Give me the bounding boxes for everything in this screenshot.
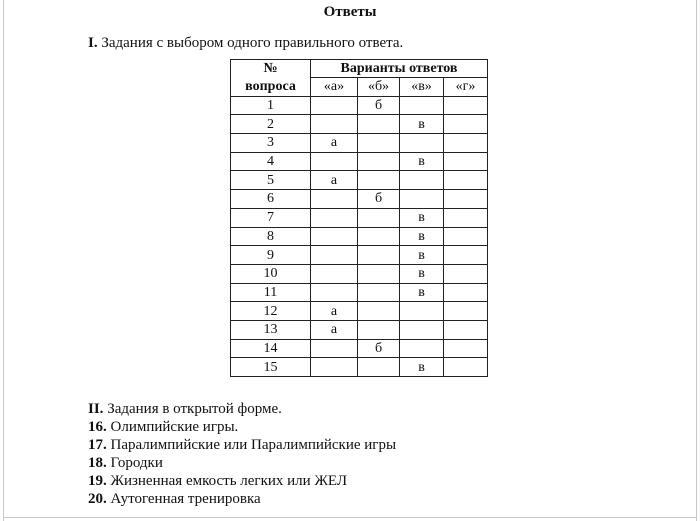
section-2 (88, 400, 396, 508)
answer-b-cell (358, 264, 400, 283)
answer-a-cell (311, 358, 358, 377)
open-answer-item (88, 436, 396, 454)
answer-c-cell (400, 302, 444, 321)
table-row (231, 339, 488, 358)
answer-a-cell (311, 152, 358, 171)
answer-a-cell (311, 190, 358, 209)
answer-d-cell (444, 96, 488, 115)
answer-b-cell (358, 302, 400, 321)
answer-c-cell: в (400, 246, 444, 265)
table-row (231, 190, 488, 209)
answer-b-cell (358, 115, 400, 134)
answer-b-cell (358, 208, 400, 227)
answer-c-cell (400, 339, 444, 358)
table-row (231, 358, 488, 377)
answer-d-cell (444, 227, 488, 246)
open-answers-list (88, 418, 396, 508)
open-answer-item (88, 490, 396, 508)
question-number-cell: 5 (231, 171, 311, 190)
answer-b-cell (358, 152, 400, 171)
answer-c-cell (400, 190, 444, 209)
page-title: Ответы (323, 4, 377, 20)
answer-b-cell (358, 283, 400, 302)
answer-d-cell (444, 134, 488, 153)
open-answer-number: 17. (88, 437, 107, 453)
answer-d-cell (444, 264, 488, 283)
answer-c-cell: в (400, 208, 444, 227)
open-answer-item (88, 418, 396, 436)
open-answer-text: Жизненная емкость легких или ЖЕЛ (110, 473, 348, 489)
answer-b-cell: б (358, 190, 400, 209)
section-2-heading (88, 400, 396, 418)
open-answer-text: Городки (110, 455, 163, 471)
answer-c-cell (400, 96, 444, 115)
open-answer-item (88, 472, 396, 490)
answer-b-cell: б (358, 96, 400, 115)
answer-a-cell: а (311, 171, 358, 190)
table-row (231, 115, 488, 134)
section-1-number: I. (88, 35, 98, 51)
question-number-cell: 4 (231, 152, 311, 171)
question-number-header-bottom: вопроса (231, 78, 311, 97)
answer-a-cell (311, 208, 358, 227)
answer-c-cell: в (400, 358, 444, 377)
option-c-header: «в» (400, 78, 444, 97)
question-number-cell: 14 (231, 339, 311, 358)
question-number-cell: 2 (231, 115, 311, 134)
section-2-text: Задания в открытой форме. (107, 401, 282, 417)
question-number-cell: 10 (231, 264, 311, 283)
question-number-cell: 7 (231, 208, 311, 227)
answer-d-cell (444, 190, 488, 209)
answer-d-cell (444, 302, 488, 321)
table-row (231, 302, 488, 321)
open-answer-number: 19. (88, 473, 107, 489)
answer-c-cell: в (400, 264, 444, 283)
option-b-header: «б» (358, 78, 400, 97)
answer-d-cell (444, 115, 488, 134)
answer-b-cell: б (358, 339, 400, 358)
open-answer-text: Паралимпийские или Паралимпийские игры (110, 437, 397, 453)
open-answer-number: 20. (88, 491, 107, 507)
question-number-header-top: № (231, 60, 311, 78)
page-border-bottom (3, 517, 697, 518)
table-row (231, 134, 488, 153)
answer-b-cell (358, 246, 400, 265)
table-row (231, 227, 488, 246)
table-row (231, 320, 488, 339)
answer-b-cell (358, 320, 400, 339)
answer-b-cell (358, 227, 400, 246)
table-row (231, 96, 488, 115)
section-1-heading (88, 35, 403, 52)
answer-d-cell (444, 246, 488, 265)
section-2-number: II. (88, 401, 104, 417)
answer-a-cell: а (311, 134, 358, 153)
answers-table (230, 59, 488, 377)
open-answer-item (88, 454, 396, 472)
answer-b-cell (358, 358, 400, 377)
open-answer-number: 16. (88, 419, 107, 435)
question-number-cell: 6 (231, 190, 311, 209)
table-row (231, 246, 488, 265)
answer-c-cell: в (400, 283, 444, 302)
answer-c-cell (400, 134, 444, 153)
answer-d-cell (444, 208, 488, 227)
table-row (231, 264, 488, 283)
open-answer-text: Аутогенная тренировка (110, 491, 261, 507)
answer-d-cell (444, 320, 488, 339)
answer-a-cell (311, 264, 358, 283)
question-number-cell: 15 (231, 358, 311, 377)
table-row (231, 283, 488, 302)
question-number-cell: 1 (231, 96, 311, 115)
table-row (231, 208, 488, 227)
page-border-left (3, 0, 4, 521)
answer-a-cell: а (311, 302, 358, 321)
answer-a-cell: а (311, 320, 358, 339)
table-row (231, 152, 488, 171)
open-answer-text: Олимпийские игры. (110, 419, 239, 435)
question-number-cell: 3 (231, 134, 311, 153)
answer-rows (231, 96, 488, 376)
option-d-header: «г» (444, 78, 488, 97)
question-number-cell: 8 (231, 227, 311, 246)
option-a-header: «а» (311, 78, 358, 97)
page-border-right (696, 0, 697, 521)
answer-a-cell (311, 246, 358, 265)
answer-a-cell (311, 283, 358, 302)
answer-d-cell (444, 283, 488, 302)
answer-c-cell (400, 171, 444, 190)
question-number-cell: 9 (231, 246, 311, 265)
answer-a-cell (311, 339, 358, 358)
answer-c-cell (400, 320, 444, 339)
answer-c-cell: в (400, 115, 444, 134)
answer-d-cell (444, 152, 488, 171)
answer-a-cell (311, 115, 358, 134)
answer-d-cell (444, 358, 488, 377)
open-answer-number: 18. (88, 455, 107, 471)
question-number-cell: 11 (231, 283, 311, 302)
answer-b-cell (358, 171, 400, 190)
question-number-cell: 13 (231, 320, 311, 339)
section-1-text: Задания с выбором одного правильного ответа. (101, 35, 404, 51)
table-row (231, 171, 488, 190)
answer-a-cell (311, 227, 358, 246)
answer-c-cell: в (400, 152, 444, 171)
answer-d-cell (444, 339, 488, 358)
answer-d-cell (444, 171, 488, 190)
variants-header: Варианты ответов (311, 60, 488, 78)
answer-c-cell: в (400, 227, 444, 246)
question-number-cell: 12 (231, 302, 311, 321)
answer-b-cell (358, 134, 400, 153)
answer-a-cell (311, 96, 358, 115)
